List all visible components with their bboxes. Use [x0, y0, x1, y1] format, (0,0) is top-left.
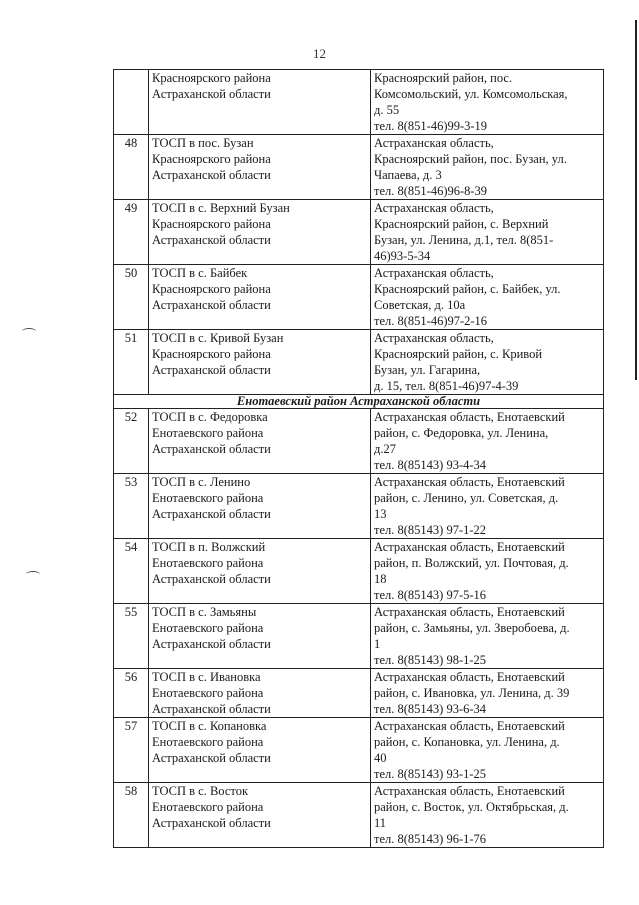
- office-address-line: Астраханская область, Енотаевский: [374, 670, 565, 684]
- office-address-line: Бузан, ул. Ленина, д.1, тел. 8(851-: [374, 233, 554, 247]
- office-address-line: Астраханская область, Енотаевский: [374, 719, 565, 733]
- row-number: [114, 70, 149, 135]
- office-name-line: Красноярского района: [152, 152, 271, 166]
- office-name-line: Астраханской области: [152, 298, 271, 312]
- margin-mark: [26, 571, 40, 578]
- office-address-line: тел. 8(851-46)96-8-39: [374, 184, 488, 198]
- row-number: 55: [114, 604, 149, 669]
- section-title: Енотаевский район Астраханской области: [114, 395, 604, 409]
- office-address-line: район, с. Федоровка, ул. Ленина,: [374, 426, 549, 440]
- table-row: [114, 718, 604, 783]
- office-name-line: Красноярского района: [152, 347, 271, 361]
- table-row: [114, 70, 604, 135]
- office-name-line: Астраханской области: [152, 816, 271, 830]
- office-address-line: тел. 8(85143) 97-5-16: [374, 588, 487, 602]
- office-name: [149, 135, 371, 200]
- table-row: [114, 330, 604, 395]
- office-name-line: Енотаевского района: [152, 800, 264, 814]
- office-address-line: Комсомольский, ул. Комсомольская,: [374, 87, 568, 101]
- office-address-line: Красноярский район, пос.: [374, 71, 513, 85]
- table-row: [114, 135, 604, 200]
- office-address-line: район, с. Восток, ул. Октябрьская, д.: [374, 800, 569, 814]
- office-address-line: д. 55: [374, 103, 400, 117]
- office-address-line: Астраханская область, Енотаевский: [374, 540, 565, 554]
- office-name-line: ТОСП в с. Кривой Бузан: [152, 331, 284, 345]
- office-name-line: Астраханской области: [152, 442, 271, 456]
- office-address-line: тел. 8(85143) 97-1-22: [374, 523, 487, 537]
- office-name-line: ТОСП в пос. Бузан: [152, 136, 254, 150]
- table-row: [114, 265, 604, 330]
- table-row: [114, 474, 604, 539]
- margin-mark: [22, 328, 36, 335]
- offices-table: [113, 69, 604, 848]
- office-address-line: 40: [374, 751, 387, 765]
- office-address-line: тел. 8(85143) 93-1-25: [374, 767, 487, 781]
- office-name-line: Астраханской области: [152, 751, 271, 765]
- office-address-line: 11: [374, 816, 387, 830]
- office-address-line: д. 15, тел. 8(851-46)97-4-39: [374, 379, 519, 393]
- office-address-line: тел. 8(851-46)99-3-19: [374, 119, 488, 133]
- office-name-line: Астраханской области: [152, 572, 271, 586]
- office-address-line: район, с. Копановка, ул. Ленина, д.: [374, 735, 560, 749]
- office-name-line: Астраханской области: [152, 507, 271, 521]
- row-number: 50: [114, 265, 149, 330]
- table-row: [114, 200, 604, 265]
- office-address: [371, 409, 604, 474]
- office-address-line: 13: [374, 507, 387, 521]
- table-row: [114, 783, 604, 848]
- office-name-line: ТОСП в с. Восток: [152, 784, 249, 798]
- office-address-line: Астраханская область,: [374, 331, 494, 345]
- office-address: [371, 265, 604, 330]
- office-address-line: 18: [374, 572, 387, 586]
- office-name-line: Астраханской области: [152, 363, 271, 377]
- office-address-line: Астраханская область, Енотаевский: [374, 784, 565, 798]
- row-number: 52: [114, 409, 149, 474]
- office-name: [149, 783, 371, 848]
- office-address-line: тел. 8(85143) 93-4-34: [374, 458, 487, 472]
- row-number: 51: [114, 330, 149, 395]
- row-number: 54: [114, 539, 149, 604]
- office-name-line: Астраханской области: [152, 702, 271, 716]
- office-address: [371, 604, 604, 669]
- office-address-line: Астраханская область,: [374, 201, 494, 215]
- table-row: [114, 409, 604, 474]
- office-address-line: Астраханская область, Енотаевский: [374, 605, 565, 619]
- row-number: 57: [114, 718, 149, 783]
- office-address-line: 46)93-5-34: [374, 249, 431, 263]
- office-name-line: Астраханской области: [152, 637, 271, 651]
- office-name-line: Красноярского района: [152, 282, 271, 296]
- office-address-line: тел. 8(85143) 98-1-25: [374, 653, 487, 667]
- office-address-line: Астраханская область, Енотаевский: [374, 475, 565, 489]
- office-name-line: Енотаевского района: [152, 556, 264, 570]
- office-address-line: Астраханская область, Енотаевский: [374, 410, 565, 424]
- office-name-line: ТОСП в с. Замьяны: [152, 605, 257, 619]
- office-name-line: ТОСП в с. Копановка: [152, 719, 267, 733]
- office-address: [371, 718, 604, 783]
- row-number: 58: [114, 783, 149, 848]
- office-name: [149, 409, 371, 474]
- office-name-line: Енотаевского района: [152, 426, 264, 440]
- office-name: [149, 265, 371, 330]
- row-number: 48: [114, 135, 149, 200]
- office-name: [149, 474, 371, 539]
- office-address-line: Астраханская область,: [374, 266, 494, 280]
- office-address-line: Красноярский район, с. Верхний: [374, 217, 549, 231]
- office-name-line: Енотаевского района: [152, 735, 264, 749]
- office-name-line: ТОСП в с. Байбек: [152, 266, 248, 280]
- office-address-line: тел. 8(851-46)97-2-16: [374, 314, 488, 328]
- office-name-line: Астраханской области: [152, 233, 271, 247]
- office-address-line: Чапаева, д. 3: [374, 168, 442, 182]
- office-address: [371, 135, 604, 200]
- office-name-line: ТОСП в с. Ленино: [152, 475, 251, 489]
- row-number: 56: [114, 669, 149, 718]
- office-name: [149, 200, 371, 265]
- office-name: [149, 70, 371, 135]
- office-address: [371, 539, 604, 604]
- office-name-line: Астраханской области: [152, 168, 271, 182]
- office-address: [371, 783, 604, 848]
- scan-edge-line: [635, 20, 637, 380]
- section-header-row: [114, 395, 604, 409]
- office-name: [149, 604, 371, 669]
- office-address-line: Красноярский район, пос. Бузан, ул.: [374, 152, 567, 166]
- office-address: [371, 474, 604, 539]
- office-address-line: 1: [374, 637, 381, 651]
- table-row: [114, 604, 604, 669]
- office-address-line: тел. 8(85143) 93-6-34: [374, 702, 487, 716]
- office-address-line: район, с. Ленино, ул. Советская, д.: [374, 491, 559, 505]
- office-address-line: д.27: [374, 442, 396, 456]
- office-address: [371, 669, 604, 718]
- table-row: [114, 539, 604, 604]
- office-address-line: Бузан, ул. Гагарина,: [374, 363, 481, 377]
- office-name-line: Астраханской области: [152, 87, 271, 101]
- office-address-line: Красноярский район, с. Кривой: [374, 347, 543, 361]
- office-address: [371, 70, 604, 135]
- row-number: 49: [114, 200, 149, 265]
- office-name-line: ТОСП в с. Ивановка: [152, 670, 261, 684]
- office-name-line: Красноярского района: [152, 217, 271, 231]
- office-name-line: Енотаевского района: [152, 621, 264, 635]
- office-name: [149, 330, 371, 395]
- office-name: [149, 539, 371, 604]
- table-row: [114, 669, 604, 718]
- office-name: [149, 669, 371, 718]
- office-name-line: Красноярского района: [152, 71, 271, 85]
- office-name-line: ТОСП в п. Волжский: [152, 540, 266, 554]
- office-name: [149, 718, 371, 783]
- page-number: 12: [313, 46, 326, 61]
- office-address-line: тел. 8(85143) 96-1-76: [374, 832, 487, 846]
- office-address-line: район, с. Ивановка, ул. Ленина, д. 39: [374, 686, 570, 700]
- row-number: 53: [114, 474, 149, 539]
- office-address-line: Красноярский район, с. Байбек, ул.: [374, 282, 561, 296]
- office-address-line: Советская, д. 10а: [374, 298, 466, 312]
- office-address-line: район, с. Замьяны, ул. Зверобоева, д.: [374, 621, 570, 635]
- office-address-line: район, п. Волжский, ул. Почтовая, д.: [374, 556, 569, 570]
- office-name-line: Енотаевского района: [152, 686, 264, 700]
- office-name-line: ТОСП в с. Верхний Бузан: [152, 201, 290, 215]
- office-address: [371, 200, 604, 265]
- office-name-line: Енотаевского района: [152, 491, 264, 505]
- office-name-line: ТОСП в с. Федоровка: [152, 410, 268, 424]
- office-address-line: Астраханская область,: [374, 136, 494, 150]
- office-address: [371, 330, 604, 395]
